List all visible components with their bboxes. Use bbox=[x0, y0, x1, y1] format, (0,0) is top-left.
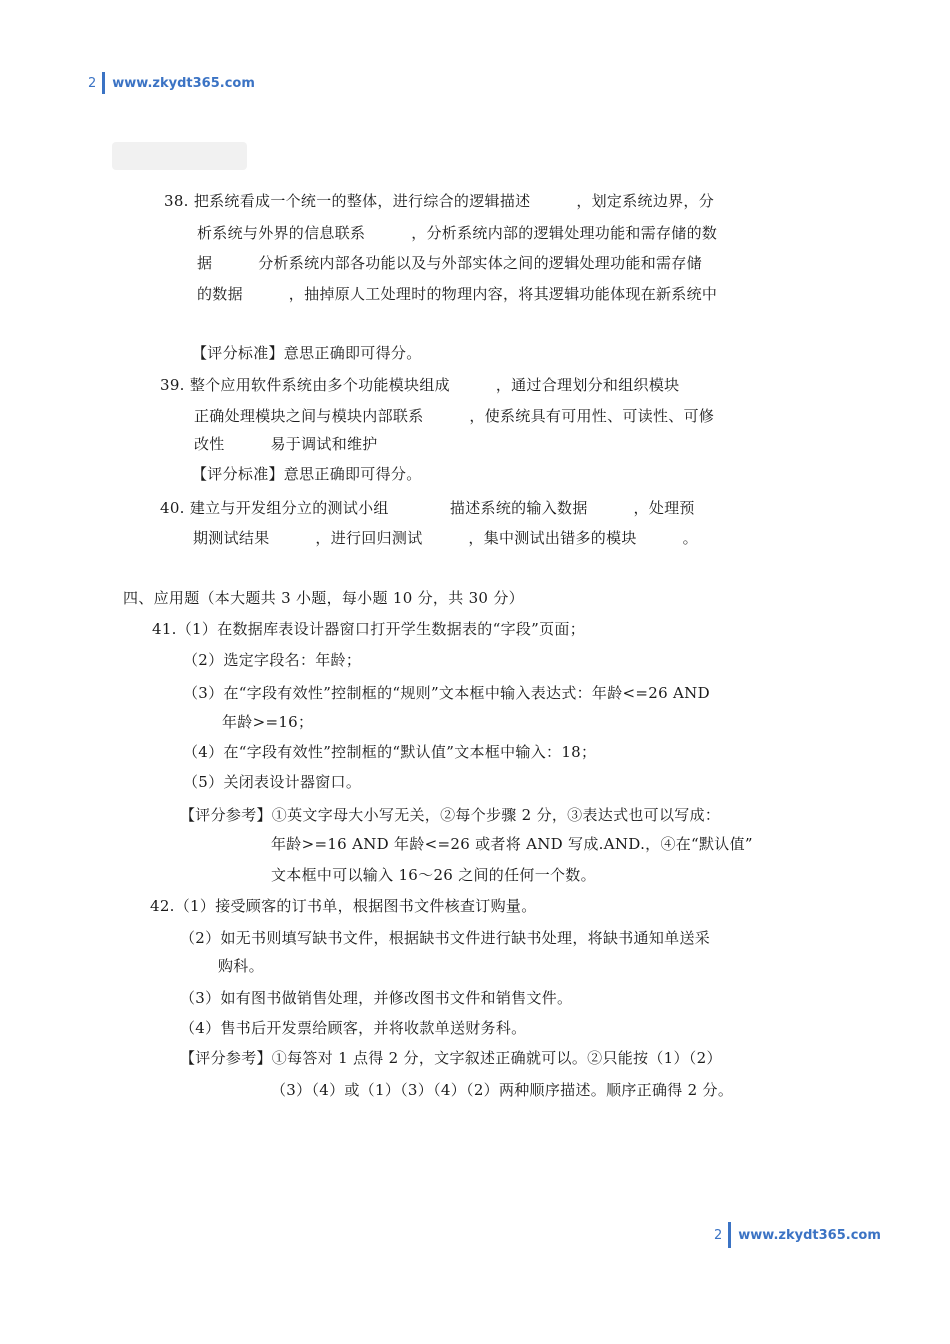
section-4-title: 四、应用题（本大题共 3 小题，每小题 10 分，共 30 分） bbox=[123, 589, 524, 607]
q38-line-4: 的数据 ，抽掉原人工处理时的物理内容，将其逻辑功能体现在新系统中 bbox=[197, 285, 718, 303]
scan-smudge bbox=[112, 142, 247, 170]
q40-line-2: 期测试结果 ，进行回归测试 ，集中测试出错多的模块 。 bbox=[193, 529, 698, 547]
q42-reference-1: 【评分参考】①每答对 1 点得 2 分，文字叙述正确就可以。②只能按（1）（2） bbox=[180, 1049, 722, 1067]
q38-line-1: 38. 把系统看成一个统一的整体，进行综合的逻辑描述 ，划定系统边界，分 bbox=[164, 192, 715, 210]
q42-step-2: （2）如无书则填写缺书文件，根据缺书文件进行缺书处理，将缺书通知单送采 bbox=[180, 929, 711, 947]
q38-line-3: 据 分析系统内部各功能以及与外部实体之间的逻辑处理功能和需存储 bbox=[197, 254, 702, 272]
q39-score-standard: 【评分标准】意思正确即可得分。 bbox=[192, 465, 422, 483]
header-url[interactable]: www.zkydt365.com bbox=[112, 75, 255, 91]
q41-reference-3: 文本框中可以输入 16～26 之间的任何一个数。 bbox=[271, 866, 596, 884]
q42-step-1: 42.（1）接受顾客的订书单，根据图书文件核查订购量。 bbox=[150, 897, 537, 915]
q42-step-4: （4）售书后开发票给顾客，并将收款单送财务科。 bbox=[180, 1019, 527, 1037]
q39-line-2: 正确处理模块之间与模块内部联系 ，使系统具有可用性、可读性、可修 bbox=[194, 407, 715, 425]
q42-step-3: （3）如有图书做销售处理，并修改图书文件和销售文件。 bbox=[180, 989, 573, 1007]
header-divider bbox=[102, 72, 105, 94]
q38-score-standard: 【评分标准】意思正确即可得分。 bbox=[192, 344, 422, 362]
footer-divider bbox=[728, 1222, 731, 1248]
header-page-number: 2 bbox=[88, 75, 97, 91]
page-header bbox=[88, 72, 255, 94]
q42-reference-2: （3）（4）或（1）（3）（4）（2）两种顺序描述。顺序正确得 2 分。 bbox=[271, 1081, 734, 1099]
footer-url[interactable]: www.zkydt365.com bbox=[738, 1227, 881, 1243]
q38-line-2: 析系统与外界的信息联系 ，分析系统内部的逻辑处理功能和需存储的数 bbox=[197, 224, 718, 242]
q42-step-2-cont: 购科。 bbox=[218, 957, 264, 975]
q41-step-5: （5）关闭表设计器窗口。 bbox=[183, 773, 362, 791]
q41-reference-1: 【评分参考】①英文字母大小写无关，②每个步骤 2 分，③表达式也可以写成： bbox=[180, 806, 721, 824]
q41-reference-2: 年龄>=16 AND 年龄<=26 或者将 AND 写成.AND.，④在“默认值” bbox=[271, 835, 753, 853]
q41-step-3: （3）在“字段有效性”控制框的“规则”文本框中输入表达式：年龄<=26 AND bbox=[183, 684, 710, 702]
q41-step-1: 41.（1）在数据库表设计器窗口打开学生数据表的“字段”页面； bbox=[152, 620, 586, 638]
q40-line-1: 40. 建立与开发组分立的测试小组 描述系统的输入数据 ，处理预 bbox=[160, 499, 695, 517]
page-footer bbox=[714, 1222, 881, 1248]
footer-page-number: 2 bbox=[714, 1227, 723, 1243]
q41-step-4: （4）在“字段有效性”控制框的“默认值”文本框中输入：18； bbox=[183, 743, 597, 761]
q39-line-1: 39. 整个应用软件系统由多个功能模块组成 ，通过合理划分和组织模块 bbox=[160, 376, 680, 394]
q41-step-3-cont: 年龄>=16； bbox=[222, 713, 314, 731]
q39-line-3: 改性 易于调试和维护 bbox=[194, 435, 378, 453]
q41-step-2: （2）选定字段名：年龄； bbox=[183, 651, 362, 669]
